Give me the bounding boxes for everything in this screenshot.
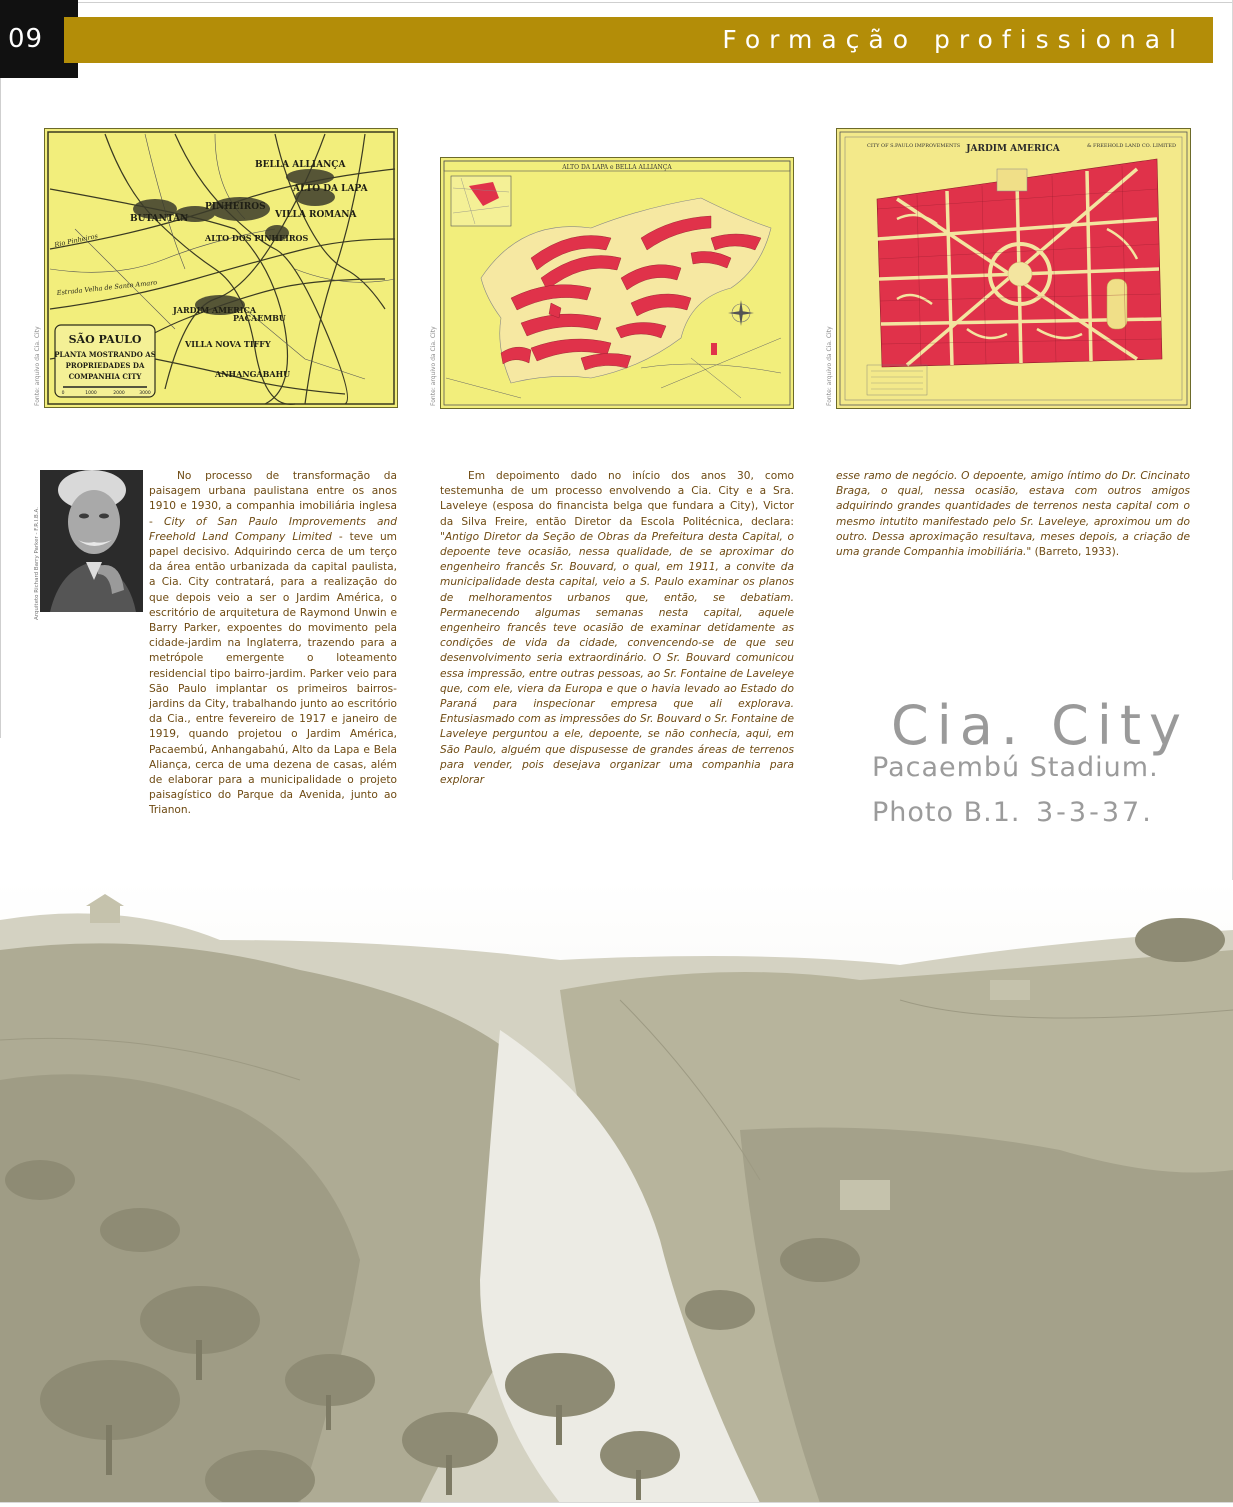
scale-label: 3000 — [139, 391, 151, 396]
map-river-label: Rio Pinheiros — [53, 231, 99, 249]
col2-quote: "Antigo Diretor da Seção de Obras da Prefeitura desta Capital, o depoente teve ocasião, nessa qualidade, de se aproximar do engenheiro francês Sr. Bouvard, o qual, em 1911, a convite da municipalidade desta capital, veio a S. Paulo examinar os planos de melhoramentos urbanos que, então, se debatiam. Permanecendo algumas semanas nesta capital, aquele engenheiro francês teve ocasião de examinar detidamente as condições de vida da cidade, convencendo-se de que seu desenvolvimento seria extraordinário. O Sr. Bouvard comunicou essa impressão, entre outras pessoas, ao Sr. Fontaine de Laveleye que, com ele, viera da Europa e que o havia levado ao Estado do Paraná para inspecionar empresa que ali explorava. Entusiasmado com as impressões do Sr. Bouvard o Sr. Fontaine de Laveleye perguntou a ele, depoente, se não conhecia, aqui, em São Paulo, alguém que dispusesse de grandes áreas de terrenos para vender, pois desejava organizar uma companhia para explorar — [440, 530, 794, 787]
cartouche-line: PLANTA MOSTRANDO AS — [54, 350, 156, 359]
map-caption: Fonte: arquivo da Cia. City — [826, 326, 833, 406]
text-column-3 — [836, 469, 1190, 560]
photo-reference: Photo B.1. — [872, 797, 1021, 828]
col2-paragraph: Em depoimento dado no início dos anos 30, como testemunha de um processo envolvendo a Cia. City e a Sra. Laveleye (esposa do financista belga que fundara a City), Victor da Silva Freire, então Diretor da Escola Politécnica, declara: — [440, 470, 794, 528]
map-label: ALTO DOS PINHEIROS — [205, 233, 309, 243]
col3-quote: esse ramo de negócio. O depoente, amigo íntimo do Dr. Cincinato Braga, o qual, nessa ocasião, estava com outros amigos adquirindo grandes quantidades de terrenos nesta capital com o mesmo intutito manifestado pelo Sr. Laveleye, aproximou um do outro. Dessa aproximação resultava, meses depois, a criação de uma grande Companhia imobiliária." — [836, 470, 1190, 559]
cartouche-line: PROPRIEDADES DA — [65, 361, 145, 370]
col1-paragraph-rest: - teve um papel decisivo. Adquirindo cerca de um terço da área então urbanizada da capital paulista, a Cia. City contratará, para a realização do que depois veio a ser o Jardim América, o escritório de arquitetura de Raymond Unwin e Barry Parker, expoentes do movimento pela cidade-jardim na Inglaterra, trazendo para a metrópole emergente o loteamento residencial tipo bairro-jardim. Parker veio para São Paulo implantar os primeiros bairros-jardins da City, trabalhando junto ao escritório da Cia., entre fevereiro de 1917 e janeiro de 1919, quando projetou o Jardim América, Pacaembú, Anhangabahú, Alto da Lapa e Bela Aliança, cerca de uma dezena de casas, além de elaborar para a municipalidade o projeto paisagístico do Parque da Avenida, junto ao Trianon. — [149, 530, 398, 817]
portrait-barry-parker — [40, 470, 143, 612]
text-column-2 — [440, 469, 794, 788]
map-title: JARDIM AMERICA — [966, 144, 1060, 154]
photo-date: 3-3-37. — [1036, 797, 1154, 828]
map-title: ALTO DA LAPA e BELLA ALLIANÇA — [562, 164, 672, 171]
map-alto-da-lapa — [440, 157, 794, 409]
map-jardim-america — [836, 128, 1191, 409]
map-road-label: Estrada Velha de Santo Amaro — [56, 278, 158, 297]
landscape-svg — [0, 880, 1233, 1503]
photo-title: Cia. City — [891, 694, 1189, 757]
portrait-caption: Arquiteto Richard Barry Parker - F.R.I.B.A. — [34, 507, 40, 620]
top-rule — [78, 2, 1233, 3]
map-label: BUTANTAN — [130, 214, 189, 224]
pacaembu-landscape-photo — [0, 880, 1233, 1503]
cartouche-line: COMPANHIA CITY — [68, 372, 142, 381]
map-header-left: CITY OF S.PAULO IMPROVEMENTS — [867, 143, 961, 149]
text-column-1 — [149, 469, 397, 819]
section-title: Formação profissional — [722, 25, 1185, 54]
map-sao-paulo-svg — [45, 129, 397, 407]
scale-label: 0 — [61, 391, 65, 396]
company-name: City of San Paulo Improvements and Freehold Land Company Limited — [149, 515, 397, 543]
map-label: PINHEIROS — [205, 202, 266, 212]
map-caption: Fonte: arquivo da Cia. City — [430, 326, 437, 406]
map-label: VILLA NOVA TIFFY — [185, 339, 271, 349]
map-alto-da-lapa-svg — [441, 158, 793, 408]
map-label: VILLA ROMANA — [275, 210, 357, 220]
map-label: ALTO DA LAPA — [293, 184, 368, 194]
cartouche-title: SÃO PAULO — [68, 333, 142, 346]
header-bar — [60, 17, 1213, 63]
map-header-right: & FREEHOLD LAND CO. LIMITED — [1087, 143, 1177, 149]
map-label: JARDIM AMERICA — [173, 305, 257, 315]
map-label: ANHANGABAHU — [215, 369, 291, 379]
portrait-svg — [40, 470, 143, 612]
map-label: PACAEMBU — [233, 313, 286, 323]
map-label: BELLA ALLIANÇA — [255, 160, 346, 170]
map-sao-paulo-properties — [44, 128, 398, 408]
scale-label: 1000 — [85, 391, 97, 396]
map-jardim-america-svg — [837, 129, 1190, 408]
citation: (Barreto, 1933). — [1031, 546, 1120, 559]
scale-label: 2000 — [113, 391, 125, 396]
map-caption: Fonte: arquivo da Cia. City — [34, 326, 41, 406]
col1-paragraph-start: No processo de transformação da paisagem urbana paulistana entre os anos 1910 e 1930, a companhia imobiliária inglesa - — [149, 470, 397, 528]
left-rule — [0, 78, 1, 738]
photo-subtitle: Pacaembú Stadium. — [872, 752, 1159, 783]
page-number: 09 — [8, 24, 44, 54]
